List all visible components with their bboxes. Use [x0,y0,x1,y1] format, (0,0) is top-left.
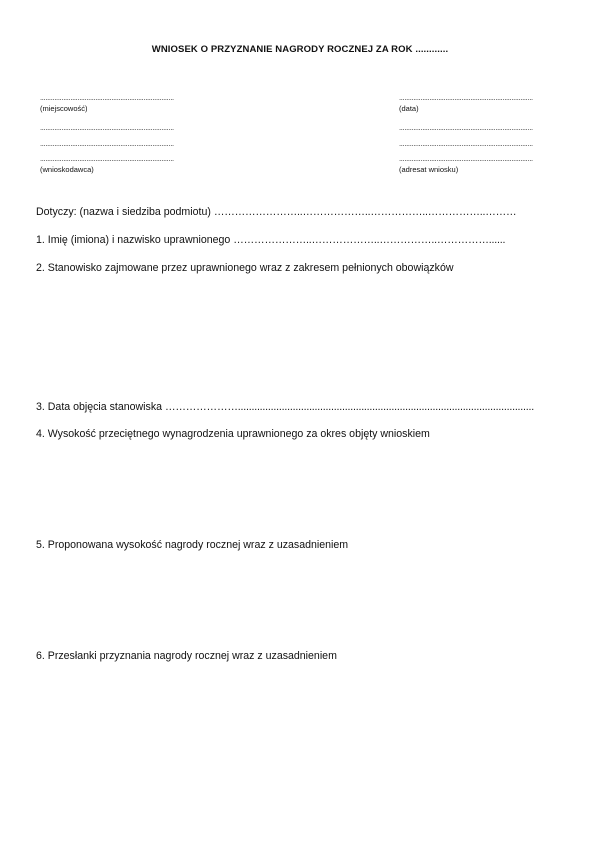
addressee-caption: (adresat wniosku) [399,165,459,174]
field-1-name [36,234,564,246]
applicant-dotted-line-2: ........................................................................... [40,140,174,148]
field-2-position [36,262,564,274]
field-5-label: 5. Proponowana wysokość nagrody rocznej wraz z uzasadnieniem [36,539,349,551]
field-3-label: 3. Data objęcia stanowiska [36,401,163,413]
place-caption: (miejscowość) [40,104,88,113]
field-1-label: 1. Imię (imiona) i nazwisko uprawnionego [36,234,231,246]
date-caption: (data) [399,104,419,113]
applicant-dotted-line-3: ........................................................................... [40,155,174,163]
concerns-field [36,206,564,218]
field-4-label: 4. Wysokość przeciętnego wynagrodzenia uprawnionego za okres objęty wnioskiem [36,428,430,440]
field-4-salary [36,428,564,440]
addressee-dotted-line-1: ........................................................................... [399,124,533,132]
form-title: WNIOSEK O PRZYZNANIE NAGRODY ROCZNEJ ZA ROK ............ [151,44,449,55]
concerns-fill-line: ……………………..………………..……………..……………..……… [213,206,517,218]
addressee-dotted-line-3: ........................................................................... [399,155,533,163]
field-6-label: 6. Przesłanki przyznania nagrody rocznej wraz z uzasadnieniem [36,650,337,662]
field-5-proposed-award [36,539,564,551]
place-dotted-line: ........................................................................... [40,94,174,102]
field-3-start-date [36,401,564,413]
applicant-dotted-line-1: ........................................................................... [40,124,174,132]
applicant-caption: (wnioskodawca) [40,165,94,174]
concerns-label: Dotyczy: (nazwa i siedziba podmiotu) [36,206,211,218]
field-1-fill-line: …………………..………………..……………..……………...... [233,234,506,246]
addressee-dotted-line-2: ........................................................................... [399,140,533,148]
field-3-fill-line: …………………............................................................................................................ [164,401,535,413]
date-dotted-line: ........................................................................... [399,94,533,102]
field-2-label: 2. Stanowisko zajmowane przez uprawnionego wraz z zakresem pełnionych obowiązków [36,262,454,274]
field-6-grounds [36,650,564,662]
